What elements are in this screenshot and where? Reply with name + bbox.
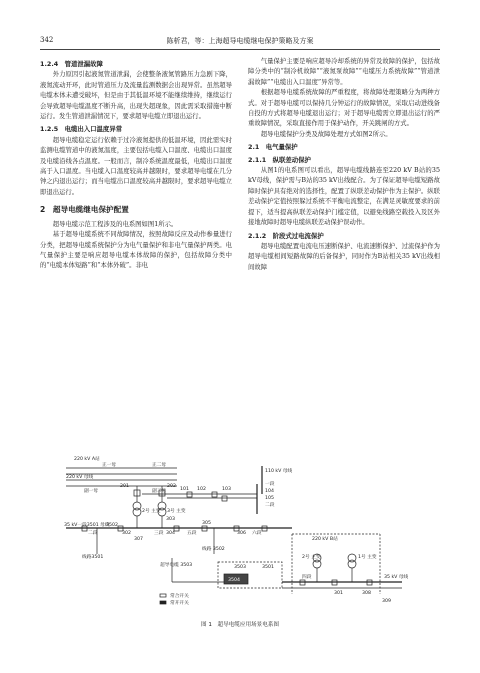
running-title: 陈析君，等：上海超导电缆继电保护策略及方案 <box>166 37 314 45</box>
right-paragraph-1: 气量保护主要是响应超导冷却系统的异常及故障的保护，包括故障分类中的“制冷机故障”“液氮泵故障”“电缆压力系统故障”“管道泄漏故障”“电缆出入口温度”异常等。 <box>248 58 440 86</box>
header-rule <box>40 49 440 50</box>
switch-303-label: 303 <box>166 517 175 522</box>
right-paragraph-2: 根据超导电缆系统故障的严重程度，将故障处理策略分为两种方式。对于超导电缆可以保持几分钟运行的故障情况，采取启动进线备自投的方式将超导电缆退出运行；对于超导电缆需立即退出运行的严重故障情况，采取直接作用于保护动作，开关跳闸的方式。 <box>248 89 440 128</box>
bus-35-left-label: 35 kV一段3501 母线 <box>64 523 110 528</box>
switch-301-label: 301 <box>334 591 343 596</box>
bus-220-mid-label: 220 kV 母线 <box>66 475 94 480</box>
bus-220-right-label: 正二母 <box>152 463 167 468</box>
switch-201-label: 201 <box>120 484 129 489</box>
bus-35-right-label: 35 kV 母线 <box>384 575 409 580</box>
switch-304-label: 304 <box>166 531 175 536</box>
bus-left-2-label: 副二母 <box>152 489 167 494</box>
switch-307-label: 307 <box>134 537 143 542</box>
switch-3502-label: 3502 <box>106 523 118 528</box>
b-xfmr-2-label: 2号 主变 <box>302 555 321 560</box>
left-column <box>40 57 232 272</box>
bus-220-left-label: 正一母 <box>102 463 117 468</box>
line-3502-label: 线路 3502 <box>202 547 225 552</box>
page-number: 342 <box>40 36 54 44</box>
segment-4-label: 四段 <box>302 575 312 580</box>
section-2-1-2-text: 超导电缆配置电流电压速断保护、电流速断保护、过流保护作为超导电缆相间短路故障的后备保护，同时作为B站相关35 kV出线相间故障 <box>248 242 440 271</box>
section-1-2-5-heading: 1.2.5 电缆出入口温度异常 <box>40 125 123 134</box>
line-3501-label: 线路3501 <box>82 555 104 560</box>
cable-label: 超导电缆 3503 <box>160 563 193 568</box>
switch-3504-label: 3504 <box>228 578 240 583</box>
switch-3503-label: 3503 <box>234 565 246 570</box>
switch-3501-label: 3501 <box>262 565 274 570</box>
switch-103-label: 103 <box>222 487 231 492</box>
section-2-paragraph-2: 基于超导电缆系统不同故障情况，按照故障反应及动作参量进行分类，把超导电缆系统保护分为电气量保护和非电气量保护两类。电气量保护主要是响应超导电缆本体故障的保护，包括故障分类中的“电缆本体短路”和“本体外破”。非电 <box>40 231 232 270</box>
legend-closed-label: 常开开关 <box>170 601 189 606</box>
line-2-label: 二段 <box>265 503 275 508</box>
xfmr-3-label: 3号 主变 <box>167 509 186 514</box>
page-header <box>40 36 440 48</box>
switch-102-label: 102 <box>197 487 206 492</box>
switch-202-label: 202 <box>167 484 176 489</box>
section-2-1-1-heading: 2.1.1 纵联差动保护 <box>248 155 311 164</box>
bus-left-1-label: 副一母 <box>84 489 99 494</box>
section-2-1-1-text: 从图1的电系图可以看出，超导电缆线路连至220 kV B站的35 kV母线，保护需与B站的35 kV出线配合。为了保证超导电缆短路故障时保护具有绝对的选择性，配置了纵联差动保护作为主保护。纵联差动保护定值按照躲过系统不平衡电流整定，在满足灵敏度要求的前提下，适当提高纵联差动保护门槛定值，以避免线路空载投入及区外接地故障时超导电缆纵联差动保护误动作。 <box>248 167 440 227</box>
b-xfmr-1-label: 1号 主变 <box>358 555 377 560</box>
segment-3-label: 三段 <box>154 531 164 536</box>
segment-5-label: 五段 <box>187 531 197 536</box>
switch-308-label: 308 <box>362 591 371 596</box>
switch-101-label: 101 <box>180 487 189 492</box>
section-1-2-4-text: 外力原因引起液氮管道泄漏，会使整条液氮管路压力急剧下降，液氮流动开环，此时管道压力及流量监测数据会出现异常。虽然超导电缆本体未遭受破坏，但是由于其低温环境不能继续维持，继续运行会导致超导电缆温度不断升高，出现失超现象，因此需采取措施中断运行。发生管道泄漏情况下，要求超导电缆立即退出运行。 <box>40 71 232 121</box>
section-2-1-2-heading: 2.1.2 阶段式过电流保护 <box>248 231 324 240</box>
bus-110-label: 110 kV 母线 <box>265 469 293 474</box>
right-paragraph-3: 超导电缆保护分类及故障处理方式如图2所示。 <box>260 130 392 138</box>
section-2-1-heading: 2.1 电气量保护 <box>248 143 298 152</box>
section-2-paragraph-1: 超导电缆示范工程涉及的电系图如图1所示。 <box>52 220 178 228</box>
single-line-diagram <box>62 454 418 619</box>
line-1-label: 一段 <box>265 482 275 487</box>
switch-104-label: 104 <box>265 489 274 494</box>
switch-302-label: 302 <box>122 531 131 536</box>
switch-105-label: 105 <box>265 496 274 501</box>
section-1-2-5-text: 超导电缆稳定运行依赖于过冷液氮提供的低温环境，因此需实时监测电缆管道中的液氮温度，主要包括电缆入口温度、电缆出口温度及电缆沿线各点温度。一般而言，制冷系统温度最低，电缆出口温度高于入口温度。当电缆入口温度较高并越限时，要求超导电缆在几分钟之内退出运行；而当电缆出口温度较高并越限时，要求超导电缆立即退出运行。 <box>40 136 232 196</box>
right-column <box>248 57 440 273</box>
section-1-2-4-heading: 1.2.4 管道泄漏故障 <box>40 60 103 68</box>
switch-309-label: 309 <box>382 599 391 604</box>
xfmr-2-label: 2号 主变 <box>142 509 161 514</box>
segment-2-label: 二段 <box>88 531 98 536</box>
switch-305-label: 305 <box>202 521 211 526</box>
station-b-label: 220 kV B站 <box>312 537 338 542</box>
switch-306-label: 306 <box>237 531 246 536</box>
figure-caption: 图 1 超导电缆应用场景电系图 <box>200 622 280 628</box>
station-a-label: 220 kV A站 <box>74 457 100 462</box>
legend-open-label: 常合开关 <box>170 594 189 599</box>
section-2-heading: 2 超导电缆继电保护配置 <box>40 205 129 215</box>
segment-6-label: 六段 <box>252 531 262 536</box>
